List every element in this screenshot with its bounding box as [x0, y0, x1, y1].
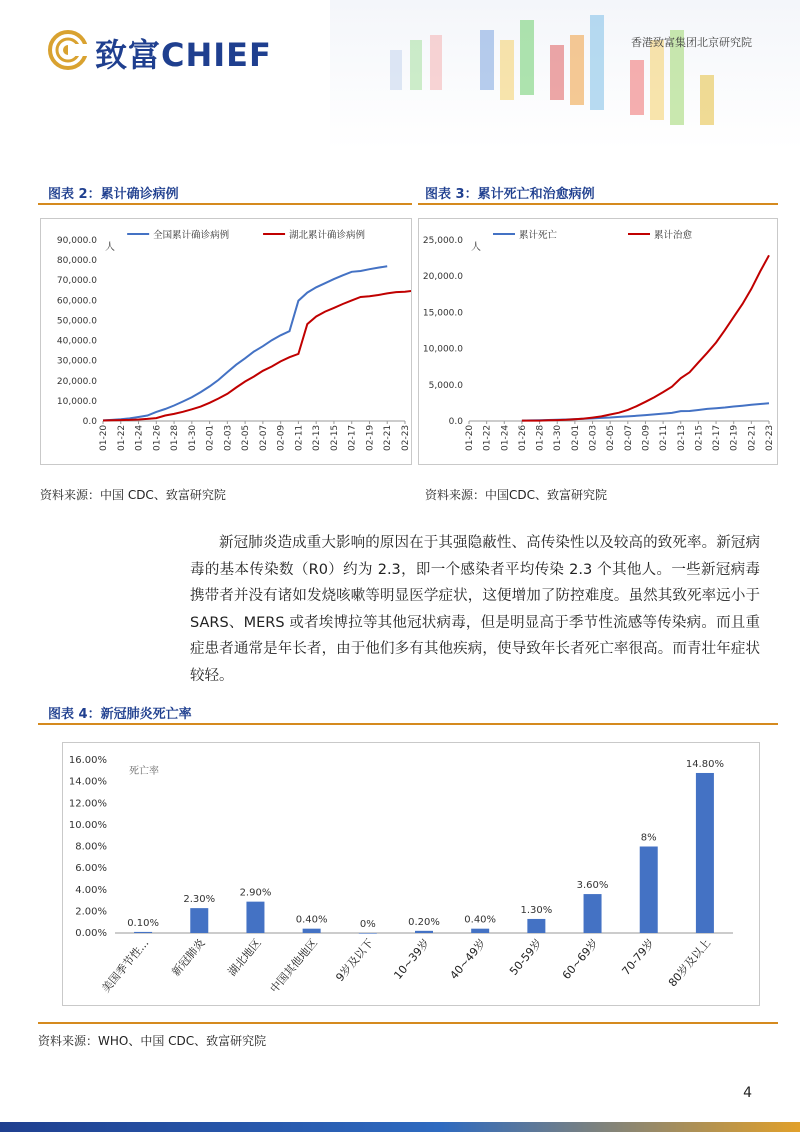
data-label: 0.20% — [408, 916, 440, 928]
bar — [415, 931, 433, 933]
x-tick-label: 02-17 — [347, 424, 358, 451]
x-tick-label: 02-03 — [223, 424, 234, 451]
x-tick-label: 01-28 — [170, 424, 181, 451]
data-label: 0.10% — [127, 917, 159, 929]
y-tick-label: 0.0 — [82, 417, 97, 427]
y-tick-label: 50,000.0 — [56, 316, 97, 327]
series-line — [103, 266, 387, 420]
y-tick-label: 60,000.0 — [56, 296, 97, 307]
bar — [471, 929, 489, 933]
x-tick-label: 02-11 — [659, 424, 670, 451]
x-tick-label: 02-11 — [294, 424, 305, 451]
legend-label: 全国累计确诊病例 — [153, 230, 230, 241]
figure-3-source: 资料来源：中国CDC、致富研究院 — [425, 488, 607, 502]
footer-bar — [0, 1122, 800, 1132]
x-tick-label: 01-22 — [482, 424, 493, 451]
figure-3-rule — [418, 203, 778, 205]
figure-2-rule — [38, 203, 412, 205]
y-tick-label: 20,000.0 — [56, 376, 97, 387]
category-label: 湖北地区 — [225, 936, 264, 979]
x-tick-label: 02-01 — [570, 424, 581, 451]
x-tick-label: 02-13 — [312, 424, 323, 451]
x-tick-label: 02-09 — [641, 424, 652, 451]
series-line — [522, 255, 769, 420]
data-label: 2.90% — [239, 887, 272, 899]
y-tick-label: 12.00% — [68, 798, 107, 810]
x-tick-label: 01-20 — [465, 424, 475, 451]
x-tick-label: 01-24 — [134, 424, 145, 451]
figure-4-bottom-rule — [38, 1022, 778, 1024]
bar — [303, 929, 321, 933]
category-label: 9岁及以下 — [333, 936, 377, 984]
x-tick-label: 01-30 — [553, 424, 564, 451]
x-tick-label: 02-13 — [676, 424, 687, 451]
x-tick-label: 02-17 — [712, 424, 723, 451]
category-label: 10~39岁 — [391, 936, 433, 982]
figure-2-title: 图表 2：累计确诊病例 — [48, 187, 179, 202]
unit-label: 人 — [105, 242, 115, 253]
y-tick-label: 14.00% — [68, 776, 107, 788]
deaths-recoveries-chart — [419, 219, 777, 464]
category-label: 70-79岁 — [619, 936, 658, 978]
x-tick-label: 02-21 — [383, 424, 394, 451]
x-tick-label: 02-23 — [765, 424, 775, 451]
category-label: 新冠肺炎 — [169, 936, 208, 979]
x-tick-label: 01-22 — [116, 424, 127, 451]
x-tick-label: 02-19 — [365, 424, 376, 451]
figure-4-rule — [38, 723, 778, 725]
figure-4-title: 图表 4：新冠肺炎死亡率 — [48, 707, 192, 722]
bar — [246, 902, 264, 933]
series-line — [103, 291, 411, 421]
y-tick-label: 4.00% — [75, 884, 107, 896]
x-tick-label: 01-26 — [517, 424, 528, 451]
figure-4-source: 资料来源：WHO、中国 CDC、致富研究院 — [38, 1034, 267, 1048]
x-tick-label: 02-03 — [588, 424, 599, 451]
y-tick-label: 70,000.0 — [56, 276, 97, 287]
company-name: 香港致富集团北京研究院 — [631, 36, 752, 49]
header-bar-graphic — [330, 0, 800, 150]
y-tick-label: 15,000.0 — [422, 308, 463, 319]
bar — [640, 847, 658, 934]
y-tick-label: 40,000.0 — [56, 336, 97, 347]
bar — [584, 894, 602, 933]
bar — [696, 773, 714, 933]
x-tick-label: 02-15 — [694, 424, 705, 451]
y-tick-label: 10,000.0 — [422, 344, 463, 355]
bar — [527, 919, 545, 933]
data-label: 0% — [359, 919, 376, 930]
y-tick-label: 25,000.0 — [422, 236, 463, 246]
data-label: 14.80% — [685, 758, 724, 770]
legend-label: 累计死亡 — [519, 230, 558, 241]
brand-name: 致富CHIEF — [95, 36, 272, 74]
y-tick-label: 10,000.0 — [56, 396, 97, 407]
x-tick-label: 02-07 — [258, 424, 269, 451]
y-tick-label: 0.00% — [75, 928, 107, 939]
category-label: 60~69岁 — [559, 936, 601, 982]
x-tick-label: 02-07 — [623, 424, 634, 451]
body-paragraph: 新冠肺炎造成重大影响的原因在于其强隐蔽性、高传染性以及较高的致死率。新冠病毒的基本传染数（R0）约为 2.3，即一个感染者平均传染 2.3 个其他人。一些新冠病毒携带者并没有诸如发烧咳嗽等明显医学症状，这便增加了防控难度。虽然其致死率远小于 SARS、MERS 或者埃博拉等其他冠状病毒，但是明显高于季节性流感等传染病。而且重症患者通常是年长者，由于他们多有其他疾病，使导致年长者死亡率很高。而青壮年症状较轻。 — [190, 535, 760, 684]
y-tick-label: 80,000.0 — [56, 256, 97, 267]
y-tick-label: 90,000.0 — [56, 236, 97, 246]
x-tick-label: 02-05 — [606, 424, 617, 451]
legend-label: 累计治愈 — [654, 230, 693, 241]
x-tick-label: 02-01 — [205, 424, 216, 451]
y-tick-label: 5,000.0 — [428, 380, 463, 391]
y-tick-label: 20,000.0 — [422, 272, 463, 283]
figure-2-chart — [40, 218, 412, 465]
category-label: 40~49岁 — [447, 936, 489, 982]
y-tick-label: 10.00% — [68, 819, 107, 831]
data-label: 0.40% — [295, 914, 328, 926]
data-label: 1.30% — [520, 904, 553, 916]
data-label: 8% — [640, 832, 657, 844]
y-tick-label: 16.00% — [68, 755, 107, 766]
series-line — [522, 403, 769, 420]
figure-2-source: 资料来源：中国 CDC、致富研究院 — [40, 488, 226, 502]
x-tick-label: 01-20 — [99, 424, 109, 451]
category-label: 美国季节性... — [99, 936, 152, 996]
x-tick-label: 02-19 — [729, 424, 740, 451]
x-tick-label: 02-15 — [329, 424, 340, 451]
category-label: 50-59岁 — [507, 936, 545, 978]
figure-4-chart — [62, 742, 760, 1006]
x-tick-label: 02-05 — [241, 424, 252, 451]
data-label: 0.40% — [464, 914, 497, 926]
brand-logo-icon — [48, 30, 88, 70]
x-tick-label: 01-30 — [187, 424, 198, 451]
legend-label: 湖北累计确诊病例 — [289, 230, 366, 241]
figure-3-chart — [418, 218, 778, 465]
x-tick-label: 01-28 — [535, 424, 546, 451]
y-tick-label: 8.00% — [75, 841, 107, 853]
cumulative-confirmed-chart — [41, 219, 411, 464]
category-label: 80岁及以上 — [665, 936, 714, 990]
x-tick-label: 02-23 — [401, 424, 411, 451]
mortality-rate-chart — [63, 743, 759, 1005]
data-label: 2.30% — [183, 894, 216, 906]
y-tick-label: 6.00% — [75, 863, 107, 875]
bar — [359, 933, 377, 934]
bar — [190, 908, 208, 933]
figure-3-title: 图表 3：累计死亡和治愈病例 — [425, 187, 595, 202]
x-tick-label: 02-21 — [747, 424, 758, 451]
category-label: 中国其他地区 — [267, 936, 320, 996]
unit-label: 人 — [471, 242, 481, 253]
y-tick-label: 30,000.0 — [56, 356, 97, 367]
series-label: 死亡率 — [129, 766, 159, 777]
x-tick-label: 02-09 — [276, 424, 287, 451]
x-tick-label: 01-26 — [152, 424, 163, 451]
page-number: 4 — [743, 1085, 752, 1101]
data-label: 3.60% — [576, 880, 609, 892]
bar — [134, 932, 152, 933]
x-tick-label: 01-24 — [500, 424, 511, 451]
y-tick-label: 2.00% — [75, 906, 107, 918]
header-decoration — [330, 0, 800, 150]
y-tick-label: 0.0 — [448, 417, 463, 427]
